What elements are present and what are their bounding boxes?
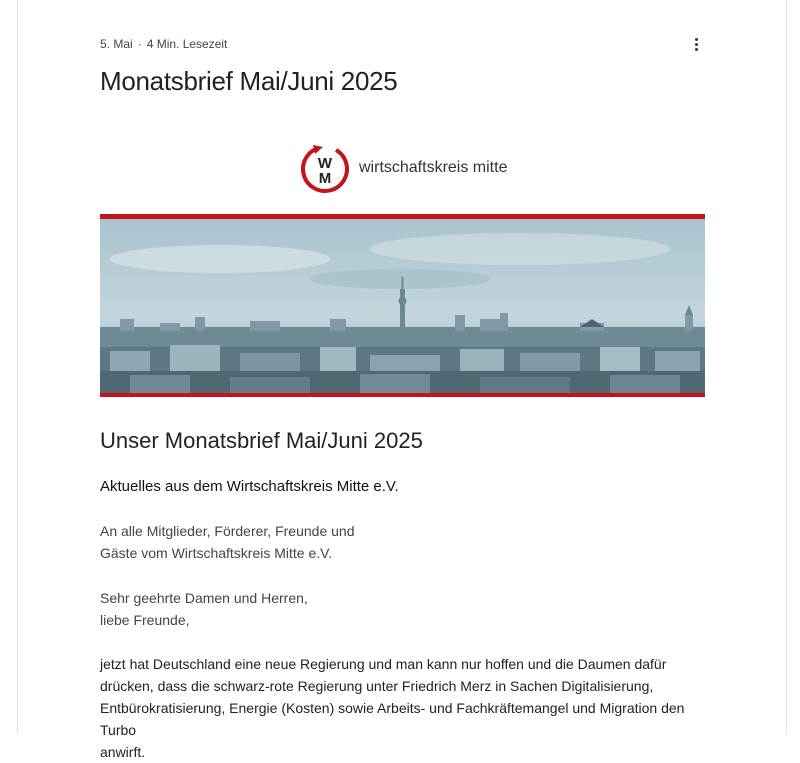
address-line-2: Gäste vom Wirtschaftskreis Mitte e.V. <box>100 545 333 561</box>
post-date: 5. Mai <box>100 37 133 51</box>
body-line-1: jetzt hat Deutschland eine neue Regierung und man kann nur hoffen und die Daumen dafür <box>100 656 667 672</box>
body-paragraph <box>100 653 710 763</box>
content-subheading: Aktuelles aus dem Wirtschaftskreis Mitte e.V. <box>100 478 399 495</box>
logo-mark-icon <box>299 141 351 195</box>
more-options-icon[interactable] <box>686 34 706 54</box>
logo-text: wirtschaftskreis mitte <box>359 159 508 176</box>
greeting-paragraph <box>100 587 308 631</box>
content-heading: Unser Monatsbrief Mai/Juni 2025 <box>100 428 423 453</box>
skyline-image <box>100 219 705 393</box>
address-paragraph <box>100 520 354 564</box>
greeting-line-2: liebe Freunde, <box>100 612 190 628</box>
meta-separator: · <box>137 37 142 51</box>
post-title: Monatsbrief Mai/Juni 2025 <box>100 66 398 96</box>
body-line-3: Entbürokratisierung, Energie (Kosten) sowie Arbeits- und Fachkräftemangel und Migration den Turbo <box>100 700 685 738</box>
logo <box>299 141 507 195</box>
post-meta <box>100 37 227 51</box>
svg-text:M: M <box>318 170 332 187</box>
svg-text:W: W <box>317 155 333 172</box>
address-line-1: An alle Mitglieder, Förderer, Freunde und <box>100 523 355 539</box>
header-banner-image <box>100 214 705 397</box>
body-line-4: anwirft. <box>100 744 146 760</box>
read-time: 4 Min. Lesezeit <box>146 37 228 51</box>
body-line-2: drücken, dass die schwarz-rote Regierung unter Friedrich Merz in Sachen Digitalisierung, <box>100 678 654 694</box>
greeting-line-1: Sehr geehrte Damen und Herren, <box>100 590 308 606</box>
